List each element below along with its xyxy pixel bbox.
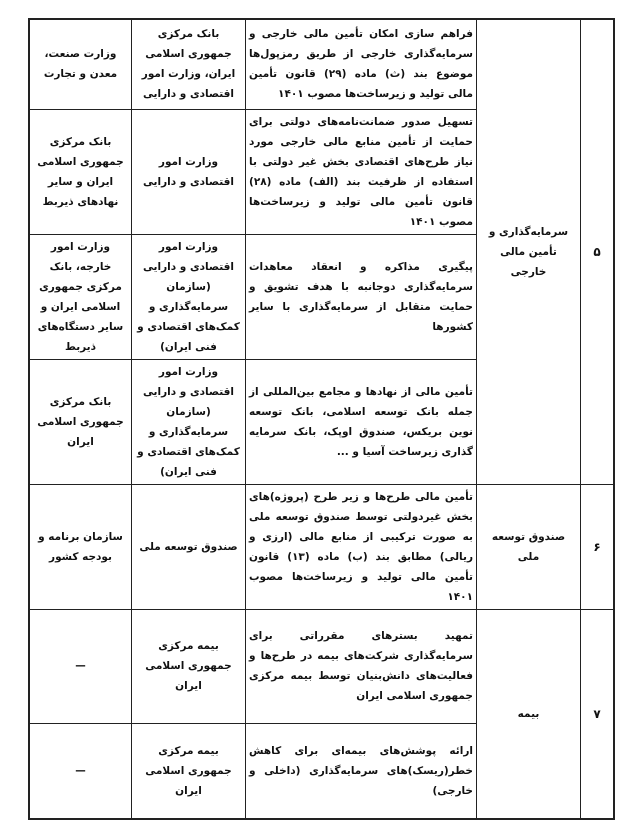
- topic-cell: بیمه: [477, 609, 581, 819]
- topic-cell: سرمایه‌گذاری و تأمین مالی خارجی: [477, 19, 581, 484]
- description-cell: فراهم سازی امکان تأمین مالی خارجی و سرمایه‌گذاری خارجی از طریق رمزپول‌ها موضوع بند (ث) ماده (۲۹) قانون تأمین مالی تولید و زیرساخت‌ها مصوب ۱۴۰۱: [246, 19, 477, 109]
- topic-cell: صندوق توسعه ملی: [477, 484, 581, 609]
- description-cell: تمهید بسترهای مقرراتی برای سرمایه‌گذاری شرکت‌های بیمه در طرح‌ها و فعالیت‌های دانش‌بنیان توسط بیمه مرکزی جمهوری اسلامی ایران: [246, 609, 477, 723]
- responsible-cell: وزارت امور اقتصادی و دارایی (سازمان سرمایه‌گذاری و کمک‌های اقتصادی و فنی ایران): [132, 234, 246, 359]
- collaborators-cell: —: [29, 609, 132, 723]
- collaborators-cell: وزارت امور خارجه، بانک مرکزی جمهوری اسلامی ایران و سایر دستگاه‌های ذیربط: [29, 234, 132, 359]
- row-number: ۵: [581, 19, 615, 484]
- collaborators-cell: —: [29, 723, 132, 819]
- table-row: [29, 484, 614, 609]
- description-cell: تسهیل صدور ضمانت‌نامه‌های دولتی برای حمایت از تأمین منابع مالی خارجی مورد نیاز طرح‌های اقتصادی بخش غیر دولتی با استفاده از ظرفیت بند (الف) ماده (۲۸) قانون تأمین مالی تولید و زیرساخت‌ها مصوب ۱۴۰۱: [246, 109, 477, 234]
- responsible-cell: بیمه مرکزی جمهوری اسلامی ایران: [132, 723, 246, 819]
- policy-table: [28, 18, 615, 820]
- responsible-cell: بانک مرکزی جمهوری اسلامی ایران، وزارت امور اقتصادی و دارایی: [132, 19, 246, 109]
- description-cell: پیگیری مذاکره و انعقاد معاهدات سرمایه‌گذاری دوجانبه با هدف تشویق و حمایت متقابل از سرمایه‌گذاری با سایر کشورها: [246, 234, 477, 359]
- responsible-cell: وزارت امور اقتصادی و دارایی: [132, 109, 246, 234]
- collaborators-cell: سازمان برنامه و بودجه کشور: [29, 484, 132, 609]
- collaborators-cell: بانک مرکزی جمهوری اسلامی ایران و سایر نهادهای ذیربط: [29, 109, 132, 234]
- row-number: ۷: [581, 609, 615, 819]
- responsible-cell: صندوق توسعه ملی: [132, 484, 246, 609]
- collaborators-cell: بانک مرکزی جمهوری اسلامی ایران: [29, 359, 132, 484]
- row-number: ۶: [581, 484, 615, 609]
- responsible-cell: بیمه مرکزی جمهوری اسلامی ایران: [132, 609, 246, 723]
- table-row: [29, 609, 614, 723]
- collaborators-cell: وزارت صنعت، معدن و تجارت: [29, 19, 132, 109]
- description-cell: تأمین مالی طرح‌ها و زیر طرح (پروژه)های بخش غیردولتی توسط صندوق توسعه ملی به صورت ترکیبی از منابع مالی (ارزی و ریالی) مطابق بند (ب) ماده (۱۳) قانون تأمین مالی تولید و زیرساخت‌ها مصوب ۱۴۰۱: [246, 484, 477, 609]
- description-cell: ارائه پوشش‌های بیمه‌ای برای کاهش خطر(ریسک)های سرمایه‌گذاری (داخلی و خارجی): [246, 723, 477, 819]
- description-cell: تأمین مالی از نهادها و مجامع بین‌المللی از جمله بانک توسعه اسلامی، بانک توسعه نوین بریکس، صندوق اوپک، بانک سرمایه گذاری زیرساخت آسیا و ...: [246, 359, 477, 484]
- table-row: [29, 19, 614, 109]
- responsible-cell: وزارت امور اقتصادی و دارایی (سازمان سرمایه‌گذاری و کمک‌های اقتصادی و فنی ایران): [132, 359, 246, 484]
